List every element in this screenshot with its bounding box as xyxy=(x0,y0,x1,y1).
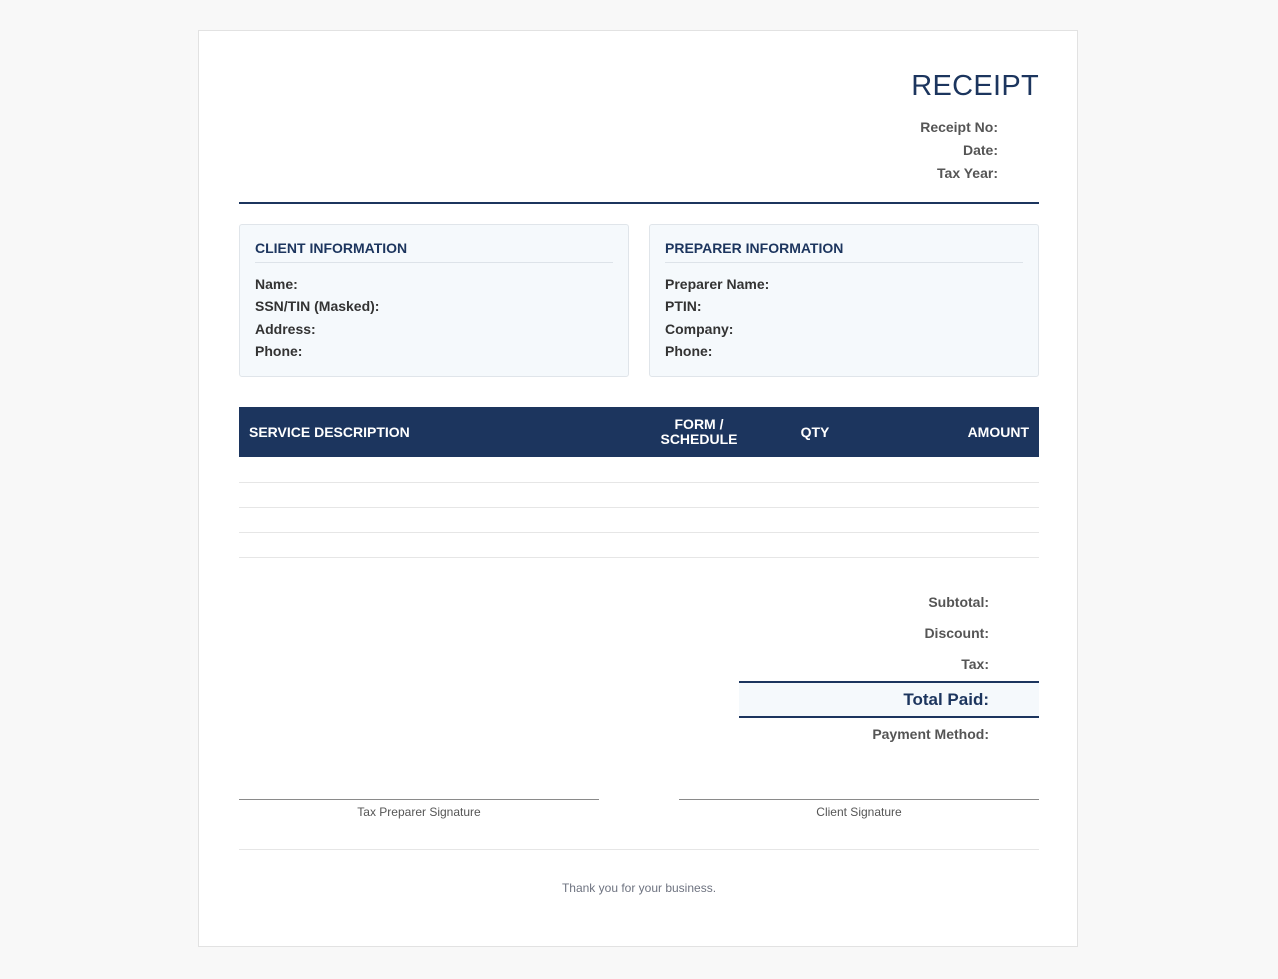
client-information-heading: CLIENT INFORMATION xyxy=(255,240,613,263)
client-information-panel xyxy=(239,224,629,377)
table-cell xyxy=(639,532,759,557)
subtotal-label: Subtotal: xyxy=(928,594,989,610)
footer-divider xyxy=(239,849,1039,850)
receipt-no-label: Receipt No: xyxy=(920,119,998,135)
preparer-information-heading: PREPARER INFORMATION xyxy=(665,240,1023,263)
table-cell xyxy=(239,507,639,532)
table-cell xyxy=(759,457,871,482)
footer-message: Thank you for your business. xyxy=(561,881,717,895)
amount-header: AMOUNT xyxy=(871,407,1039,457)
services-table xyxy=(239,407,1039,558)
client-name-label: Name: xyxy=(255,276,298,292)
table-row xyxy=(239,482,1039,507)
table-cell xyxy=(871,482,1039,507)
preparer-signature-label: Tax Preparer Signature xyxy=(357,805,481,819)
services-table-header xyxy=(239,407,1039,457)
table-cell xyxy=(759,532,871,557)
client-address-label: Address: xyxy=(255,320,316,337)
table-cell xyxy=(871,457,1039,482)
receipt-meta xyxy=(920,116,998,185)
receipt-title: RECEIPT xyxy=(911,70,1039,102)
form-schedule-header xyxy=(639,407,759,457)
service-description-header: SERVICE DESCRIPTION xyxy=(239,407,639,457)
tax-year-label: Tax Year: xyxy=(937,165,998,181)
table-row xyxy=(239,457,1039,482)
form-header-line2: SCHEDULE xyxy=(660,431,738,447)
header-divider xyxy=(239,202,1039,204)
preparer-signature-line xyxy=(239,799,599,819)
preparer-name-label: Preparer Name: xyxy=(665,276,770,292)
table-cell xyxy=(759,482,871,507)
table-row xyxy=(239,532,1039,557)
client-ssn-label: SSN/TIN (Masked): xyxy=(255,298,380,315)
qty-header: QTY xyxy=(759,407,871,457)
receipt-document xyxy=(198,30,1078,947)
table-cell xyxy=(239,482,639,507)
table-cell xyxy=(239,457,639,482)
tax-label: Tax: xyxy=(961,656,989,672)
date-label: Date: xyxy=(962,142,998,158)
table-cell xyxy=(871,532,1039,557)
client-signature-label: Client Signature xyxy=(816,805,902,819)
table-cell xyxy=(759,507,871,532)
table-row xyxy=(239,507,1039,532)
payment-method-label: Payment Method: xyxy=(872,726,989,742)
preparer-company-label: Company: xyxy=(665,320,734,337)
client-phone-label: Phone: xyxy=(255,342,303,359)
table-cell xyxy=(639,507,759,532)
table-cell xyxy=(639,457,759,482)
preparer-phone-label: Phone: xyxy=(665,342,713,359)
client-signature-line xyxy=(679,799,1039,819)
discount-label: Discount: xyxy=(924,625,989,641)
form-header-line1: FORM / xyxy=(674,416,724,432)
table-cell xyxy=(871,507,1039,532)
total-paid-label: Total Paid: xyxy=(739,681,1039,718)
table-cell xyxy=(239,532,639,557)
preparer-ptin-label: PTIN: xyxy=(665,298,702,315)
preparer-information-panel xyxy=(649,224,1039,377)
table-cell xyxy=(639,482,759,507)
totals-section xyxy=(739,587,1039,750)
